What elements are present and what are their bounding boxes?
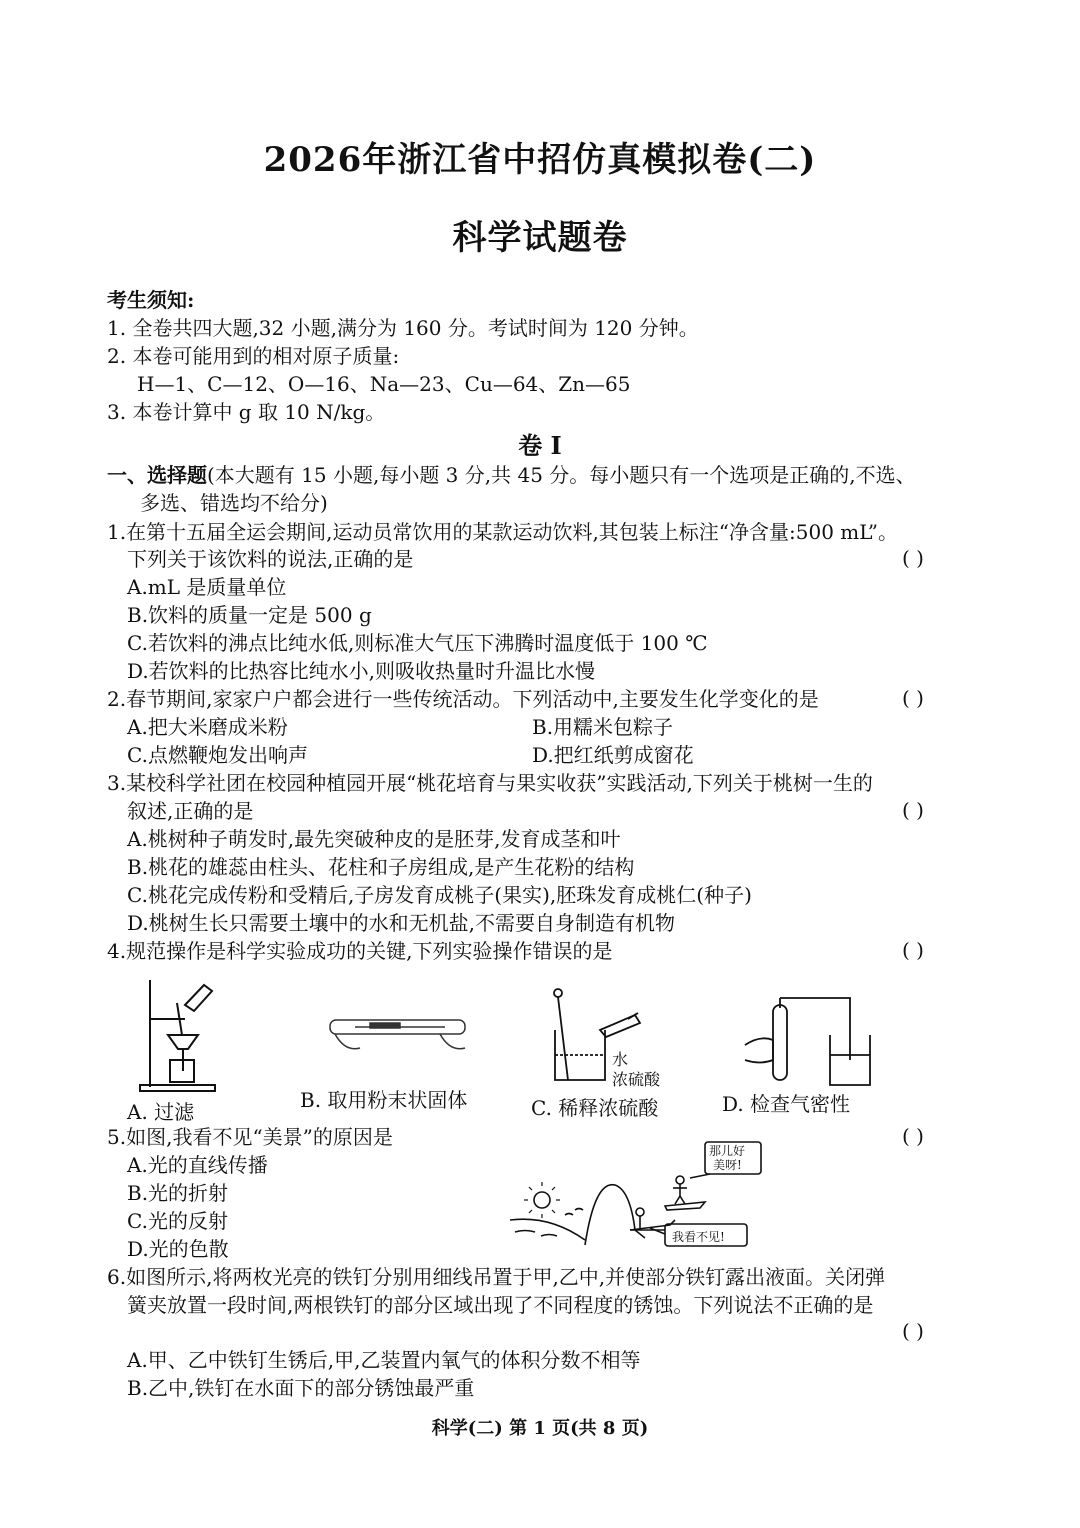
q3-option-a: A.桃树种子萌发时,最先突破种皮的是胚芽,发育成茎和叶 bbox=[127, 827, 621, 851]
q1-stem-line1: 1.在第十五届全运会期间,运动员常饮用的某款运动饮料,其包装上标注“净含量:500 mL”。 bbox=[107, 520, 898, 544]
q5-option-b: B.光的折射 bbox=[127, 1181, 229, 1205]
section-heading bbox=[107, 462, 916, 488]
q3-option-b: B.桃花的雄蕊由柱头、花柱和子房组成,是产生花粉的结构 bbox=[127, 855, 635, 879]
q4-figure-a-filtration bbox=[130, 975, 230, 1095]
notice-item-3: 3. 本卷计算中 g 取 10 N/kg。 bbox=[107, 400, 386, 424]
q4-answer-paren: ( ) bbox=[902, 938, 924, 962]
q2-answer-paren: ( ) bbox=[902, 686, 924, 710]
q3-option-c: C.桃花完成传粉和受精后,子房发育成桃子(果实),胚珠发育成桃仁(种子) bbox=[127, 883, 752, 907]
q6-option-a: A.甲、乙中铁钉生锈后,甲,乙装置内氧气的体积分数不相等 bbox=[127, 1348, 641, 1372]
notice-item-1: 1. 全卷共四大题,32 小题,满分为 160 分。考试时间为 120 分钟。 bbox=[107, 316, 699, 340]
q1-option-b: B.饮料的质量一定是 500 g bbox=[127, 603, 372, 627]
q6-option-b: B.乙中,铁钉在水面下的部分锈蚀最严重 bbox=[127, 1376, 475, 1400]
q4-figure-c-caption: C. 稀释浓硫酸 bbox=[531, 1096, 659, 1120]
q6-stem-line1: 6.如图所示,将两枚光亮的铁钉分别用细线吊置于甲,乙中,并使部分铁钉露出液面。关闭弹 bbox=[107, 1265, 886, 1289]
section-heading-rest: (本大题有 15 小题,每小题 3 分,共 45 分。每小题只有一个选项是正确的,不选、 bbox=[207, 463, 916, 487]
q6-stem-line2: 簧夹放置一段时间,两根铁钉的部分区域出现了不同程度的锈蚀。下列说法不正确的是 bbox=[127, 1293, 874, 1317]
q3-stem-line2: 叙述,正确的是 bbox=[127, 799, 254, 823]
q5-option-d: D.光的色散 bbox=[127, 1237, 229, 1261]
q4-figure-b-powder bbox=[325, 1010, 475, 1070]
q4-figure-c-acid-label: 浓硫酸 bbox=[612, 1070, 661, 1089]
page-subtitle: 科学试题卷 bbox=[452, 218, 628, 258]
q4-stem: 4.规范操作是科学实验成功的关键,下列实验操作错误的是 bbox=[107, 939, 613, 963]
q4-figure-a-caption: A. 过滤 bbox=[127, 1100, 195, 1124]
q2-stem: 2.春节期间,家家户户都会进行一些传统活动。下列活动中,主要发生化学变化的是 bbox=[107, 687, 819, 711]
q5-speech-bubble-1-line2: 美呀! bbox=[713, 1158, 742, 1172]
q4-figure-c-water-label: 水 bbox=[612, 1050, 629, 1069]
q3-answer-paren: ( ) bbox=[902, 798, 924, 822]
q5-answer-paren: ( ) bbox=[902, 1124, 924, 1148]
notice-heading: 考生须知: bbox=[107, 288, 195, 312]
q2-option-d: D.把红纸剪成窗花 bbox=[532, 743, 694, 767]
q1-stem-line2: 下列关于该饮料的说法,正确的是 bbox=[127, 547, 414, 571]
q5-speech-bubble-1-line1: 那儿好 bbox=[709, 1144, 746, 1158]
q1-option-a: A.mL 是质量单位 bbox=[127, 575, 287, 599]
q4-figure-d-caption: D. 检查气密性 bbox=[722, 1092, 851, 1116]
q2-option-c: C.点燃鞭炮发出响声 bbox=[127, 743, 308, 767]
q4-figure-d-airtightness bbox=[740, 990, 880, 1090]
q6-answer-paren: ( ) bbox=[902, 1319, 924, 1343]
volume-heading: 卷 I bbox=[518, 431, 562, 460]
q5-speech-bubble-2: 我看不见! bbox=[672, 1230, 725, 1244]
q1-answer-paren: ( ) bbox=[902, 546, 924, 570]
section-heading-bold: 一、选择题 bbox=[107, 463, 207, 487]
q3-option-d: D.桃树生长只需要土壤中的水和无机盐,不需要自身制造有机物 bbox=[127, 911, 676, 935]
q5-stem: 5.如图,我看不见“美景”的原因是 bbox=[107, 1125, 393, 1149]
page-title: 2026年浙江省中招仿真模拟卷(二) bbox=[263, 140, 817, 180]
q2-option-b: B.用糯米包粽子 bbox=[532, 715, 674, 739]
q3-stem-line1: 3.某校科学社团在校园种植园开展“桃花培育与果实收获”实践活动,下列关于桃树一生的 bbox=[107, 771, 873, 795]
q1-option-d: D.若饮料的比热容比纯水小,则吸收热量时升温比水慢 bbox=[127, 659, 596, 683]
notice-item-atomic-masses: H—1、C—12、O—16、Na—23、Cu—64、Zn—65 bbox=[137, 372, 631, 396]
page-footer: 科学(二) 第 1 页(共 8 页) bbox=[431, 1418, 649, 1439]
q5-option-c: C.光的反射 bbox=[127, 1209, 228, 1233]
q1-option-c: C.若饮料的沸点比纯水低,则标准大气压下沸腾时温度低于 100 ℃ bbox=[127, 631, 708, 655]
q2-option-a: A.把大米磨成米粉 bbox=[127, 715, 288, 739]
section-heading-line2: 多选、错选均不给分) bbox=[140, 491, 328, 515]
q4-figure-b-caption: B. 取用粉末状固体 bbox=[300, 1088, 468, 1112]
notice-item-2: 2. 本卷可能用到的相对原子质量: bbox=[107, 344, 400, 368]
q5-option-a: A.光的直线传播 bbox=[127, 1153, 268, 1177]
